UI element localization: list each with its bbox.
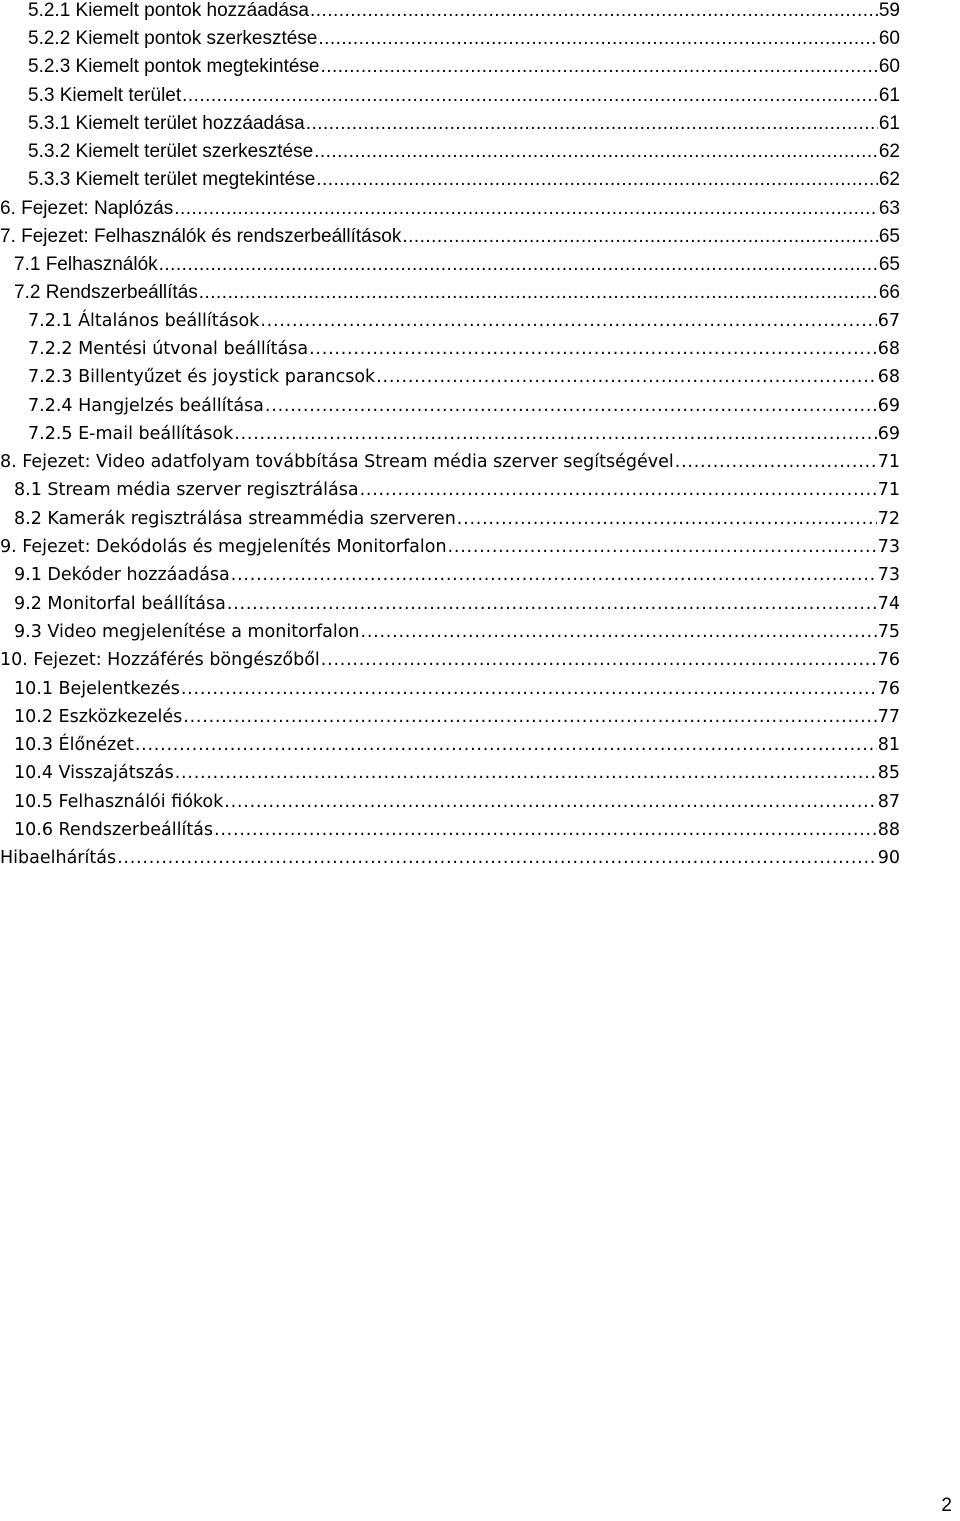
toc-entry-page: 74 xyxy=(877,594,900,614)
toc-entry-title: 7.2.5 E-mail beállítások xyxy=(28,424,234,444)
dot-leader xyxy=(181,679,877,699)
toc-entry[interactable] xyxy=(28,396,900,424)
dot-leader xyxy=(214,820,877,840)
toc-entry-page: 62 xyxy=(878,169,900,190)
toc-entry[interactable] xyxy=(28,367,900,395)
toc-entry-title: 8. Fejezet: Video adatfolyam továbbítása Stream média szerver segítségével xyxy=(0,452,674,472)
toc-entry[interactable] xyxy=(0,650,900,678)
toc-entry[interactable] xyxy=(14,565,900,593)
toc-entry-title: 9.2 Monitorfal beállítása xyxy=(14,594,226,614)
toc-entry-page: 63 xyxy=(878,198,900,219)
toc-entry-page: 65 xyxy=(878,226,900,247)
toc-entry-page: 76 xyxy=(877,679,900,699)
dot-leader xyxy=(376,367,877,387)
dot-leader xyxy=(117,848,877,868)
toc-entry-title: 5.3 Kiemelt terület xyxy=(28,85,182,106)
toc-entry-page: 61 xyxy=(878,85,900,106)
toc-entry-title: 5.2.1 Kiemelt pontok hozzáadása xyxy=(28,0,309,21)
dot-leader xyxy=(321,650,877,670)
toc-entry-page: 88 xyxy=(877,820,900,840)
dot-leader xyxy=(314,141,878,163)
toc-entry-title: 7.2 Rendszerbeállítás xyxy=(14,282,198,303)
toc-entry-title: 5.3.1 Kiemelt terület hozzáadása xyxy=(28,113,305,134)
toc-entry-title: 5.3.2 Kiemelt terület szerkesztése xyxy=(28,141,314,162)
dot-leader xyxy=(159,254,878,276)
toc-entry-title: 5.2.2 Kiemelt pontok szerkesztése xyxy=(28,28,318,49)
dot-leader xyxy=(321,56,878,78)
toc-entry-title: Hibaelhárítás xyxy=(0,848,117,868)
toc-entry-title: 9.1 Dekóder hozzáadása xyxy=(14,565,230,585)
dot-leader xyxy=(448,537,877,557)
dot-leader xyxy=(227,594,877,614)
dot-leader xyxy=(260,311,876,331)
toc-entry[interactable] xyxy=(28,141,900,169)
dot-leader xyxy=(310,0,878,22)
toc-entry-title: 5.3.3 Kiemelt terület megtekintése xyxy=(28,169,316,190)
toc-entry-page: 67 xyxy=(877,311,900,331)
dot-leader xyxy=(183,707,876,727)
dot-leader xyxy=(224,792,876,812)
dot-leader xyxy=(360,480,877,500)
toc-entry[interactable] xyxy=(0,848,900,876)
dot-leader xyxy=(457,509,877,529)
toc-entry-page: 62 xyxy=(878,141,900,162)
toc-entry[interactable] xyxy=(28,56,900,84)
toc-entry-page: 85 xyxy=(877,763,900,783)
toc-entry-title: 10.2 Eszközkezelés xyxy=(14,707,183,727)
toc-entry-page: 60 xyxy=(878,56,900,77)
toc-entry-title: 10.4 Visszajátszás xyxy=(14,763,174,783)
toc-entry[interactable] xyxy=(14,820,900,848)
dot-leader xyxy=(361,622,877,642)
toc-entry-page: 76 xyxy=(877,650,900,670)
toc-entry-title: 7.2.4 Hangjelzés beállítása xyxy=(28,396,264,416)
toc-entry-title: 10. Fejezet: Hozzáférés böngészőből xyxy=(0,650,320,670)
toc-entry-title: 10.5 Felhasználói fiókok xyxy=(14,792,224,812)
toc-entry-title: 10.1 Bejelentkezés xyxy=(14,679,180,699)
toc-entry[interactable] xyxy=(14,679,900,707)
dot-leader xyxy=(135,735,877,755)
toc-entry-page: 68 xyxy=(877,367,900,387)
toc-entry-title: 10.3 Élőnézet xyxy=(14,735,134,755)
toc-entry[interactable] xyxy=(14,763,900,791)
toc-entry-title: 9. Fejezet: Dekódolás és megjelenítés Monitorfalon xyxy=(0,537,447,557)
toc-entry[interactable] xyxy=(28,28,900,56)
dot-leader xyxy=(265,396,877,416)
toc-entry-title: 9.3 Video megjelenítése a monitorfalon xyxy=(14,622,360,642)
toc-entry-page: 75 xyxy=(877,622,900,642)
toc-entry-page: 71 xyxy=(877,452,900,472)
toc-entry-page: 68 xyxy=(877,339,900,359)
toc-entry-page: 69 xyxy=(877,396,900,416)
toc-entry[interactable] xyxy=(28,113,900,141)
dot-leader xyxy=(675,452,877,472)
toc-entry-title: 7.2.1 Általános beállítások xyxy=(28,311,260,331)
toc-entry-page: 73 xyxy=(877,537,900,557)
page-number: 2 xyxy=(941,1495,952,1516)
toc-entry-title: 7. Fejezet: Felhasználók és rendszerbeállítások xyxy=(0,226,402,247)
toc-entry[interactable] xyxy=(0,198,900,226)
toc-entry[interactable] xyxy=(14,735,900,763)
dot-leader xyxy=(199,282,878,304)
dot-leader xyxy=(309,339,877,359)
toc-entry[interactable] xyxy=(14,594,900,622)
toc-entry-title: 8.1 Stream média szerver regisztrálása xyxy=(14,480,359,500)
toc-entry-page: 72 xyxy=(877,509,900,529)
toc-entry-page: 71 xyxy=(877,480,900,500)
toc-entry-title: 5.2.3 Kiemelt pontok megtekintése xyxy=(28,56,320,77)
toc-entry-title: 6. Fejezet: Naplózás xyxy=(0,198,174,219)
toc-entry[interactable] xyxy=(14,480,900,508)
toc-entry[interactable] xyxy=(0,452,900,480)
toc-entry-page: 90 xyxy=(877,848,900,868)
dot-leader xyxy=(231,565,877,585)
toc-entry-page: 61 xyxy=(878,113,900,134)
toc-entry-page: 59 xyxy=(878,0,900,21)
toc-entry-page: 77 xyxy=(877,707,900,727)
toc-entry[interactable] xyxy=(28,169,900,197)
toc-entry[interactable] xyxy=(28,339,900,367)
toc-entry[interactable] xyxy=(28,311,900,339)
toc-entry-title: 8.2 Kamerák regisztrálása streammédia szerveren xyxy=(14,509,456,529)
toc-entry[interactable] xyxy=(14,707,900,735)
dot-leader xyxy=(175,763,877,783)
dot-leader xyxy=(318,28,877,50)
toc-entry-page: 65 xyxy=(878,254,900,275)
toc-entry[interactable] xyxy=(0,537,900,565)
dot-leader xyxy=(316,169,878,191)
toc-entry-page: 66 xyxy=(878,282,900,303)
toc-entry[interactable] xyxy=(28,424,900,452)
toc-entry-page: 60 xyxy=(878,28,900,49)
toc-entry[interactable] xyxy=(14,622,900,650)
dot-leader xyxy=(234,424,876,444)
toc-entry-title: 7.2.2 Mentési útvonal beállítása xyxy=(28,339,309,359)
toc-entry[interactable] xyxy=(28,0,900,28)
toc-entry[interactable] xyxy=(14,282,900,310)
toc-entry[interactable] xyxy=(14,792,900,820)
toc-entry-title: 7.1 Felhasználók xyxy=(14,254,158,275)
dot-leader xyxy=(174,198,878,220)
toc-entry[interactable] xyxy=(0,226,900,254)
dot-leader xyxy=(306,113,878,135)
dot-leader xyxy=(402,226,878,248)
dot-leader xyxy=(182,85,878,107)
toc-entry-title: 7.2.3 Billentyűzet és joystick parancsok xyxy=(28,367,376,387)
toc-entry[interactable] xyxy=(14,254,900,282)
toc-entry-page: 73 xyxy=(877,565,900,585)
toc-entry[interactable] xyxy=(14,509,900,537)
toc-entry-page: 69 xyxy=(877,424,900,444)
toc-entry[interactable] xyxy=(28,85,900,113)
toc-entry-page: 87 xyxy=(877,792,900,812)
toc-entry-title: 10.6 Rendszerbeállítás xyxy=(14,820,214,840)
toc-entry-page: 81 xyxy=(877,735,900,755)
